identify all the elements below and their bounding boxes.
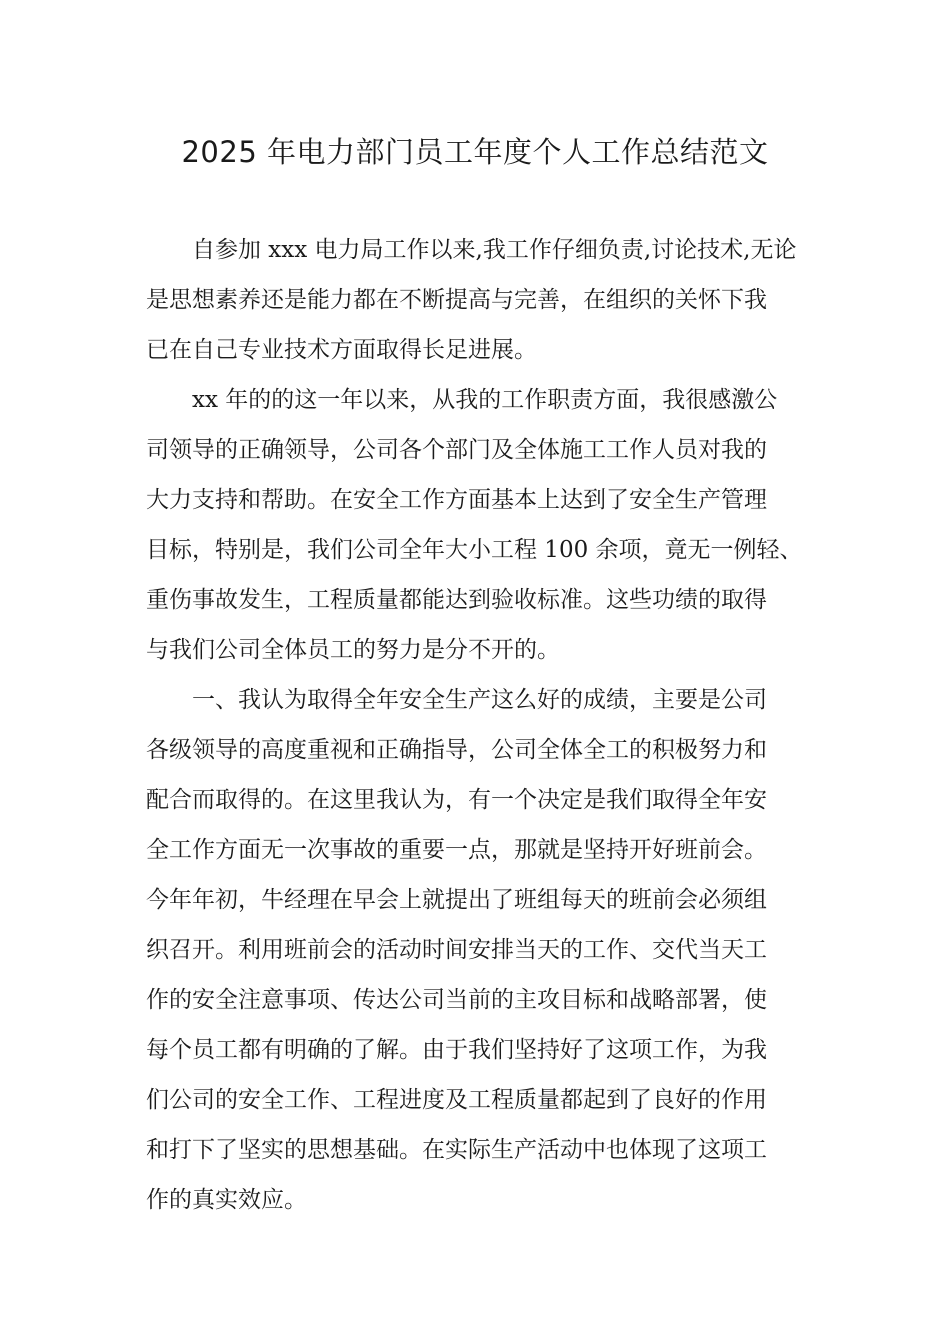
text-line: 配合而取得的。在这里我认为，有一个决定是我们取得全年安 bbox=[146, 787, 767, 813]
text-line: 作的真实效应。 bbox=[146, 1187, 307, 1213]
text-line: 司领导的正确领导，公司各个部门及全体施工工作人员对我的 bbox=[146, 437, 767, 463]
text-line: 一、我认为取得全年安全生产这么好的成绩，主要是公司 bbox=[192, 687, 767, 713]
text-line: 目标，特别是，我们公司全年大小工程 100 余项，竟无一例轻、 bbox=[146, 537, 803, 563]
text-line: 织召开。利用班前会的活动时间安排当天的工作、交代当天工 bbox=[146, 937, 767, 963]
paragraph-2 bbox=[146, 375, 806, 675]
text-line: 已在自己专业技术方面取得长足进展。 bbox=[146, 337, 537, 363]
text-line: 自参加 xxx 电力局工作以来,我工作仔细负责,讨论技术,无论 bbox=[192, 237, 797, 263]
document-body bbox=[146, 225, 806, 1225]
text-line: 作的安全注意事项、传达公司当前的主攻目标和战略部署，使 bbox=[146, 987, 767, 1013]
text-line: 和打下了坚实的思想基础。在实际生产活动中也体现了这项工 bbox=[146, 1137, 767, 1163]
text-line: 大力支持和帮助。在安全工作方面基本上达到了安全生产管理 bbox=[146, 487, 767, 513]
text-line: xx 年的的这一年以来，从我的工作职责方面，我很感激公 bbox=[192, 387, 778, 413]
text-line: 全工作方面无一次事故的重要一点，那就是坚持开好班前会。 bbox=[146, 837, 767, 863]
paragraph-3 bbox=[146, 675, 806, 1225]
text-line: 每个员工都有明确的了解。由于我们坚持好了这项工作，为我 bbox=[146, 1037, 767, 1063]
text-line: 各级领导的高度重视和正确指导，公司全体全工的积极努力和 bbox=[146, 737, 767, 763]
text-line: 是思想素养还是能力都在不断提高与完善，在组织的关怀下我 bbox=[146, 287, 767, 313]
text-line: 与我们公司全体员工的努力是分不开的。 bbox=[146, 637, 560, 663]
document-title: 2025 年电力部门员工年度个人工作总结范文 bbox=[181, 135, 769, 169]
text-line: 们公司的安全工作、工程进度及工程质量都起到了良好的作用 bbox=[146, 1087, 767, 1113]
text-line: 重伤事故发生，工程质量都能达到验收标准。这些功绩的取得 bbox=[146, 587, 767, 613]
paragraph-1 bbox=[146, 225, 806, 375]
text-line: 今年年初，牛经理在早会上就提出了班组每天的班前会必须组 bbox=[146, 887, 767, 913]
